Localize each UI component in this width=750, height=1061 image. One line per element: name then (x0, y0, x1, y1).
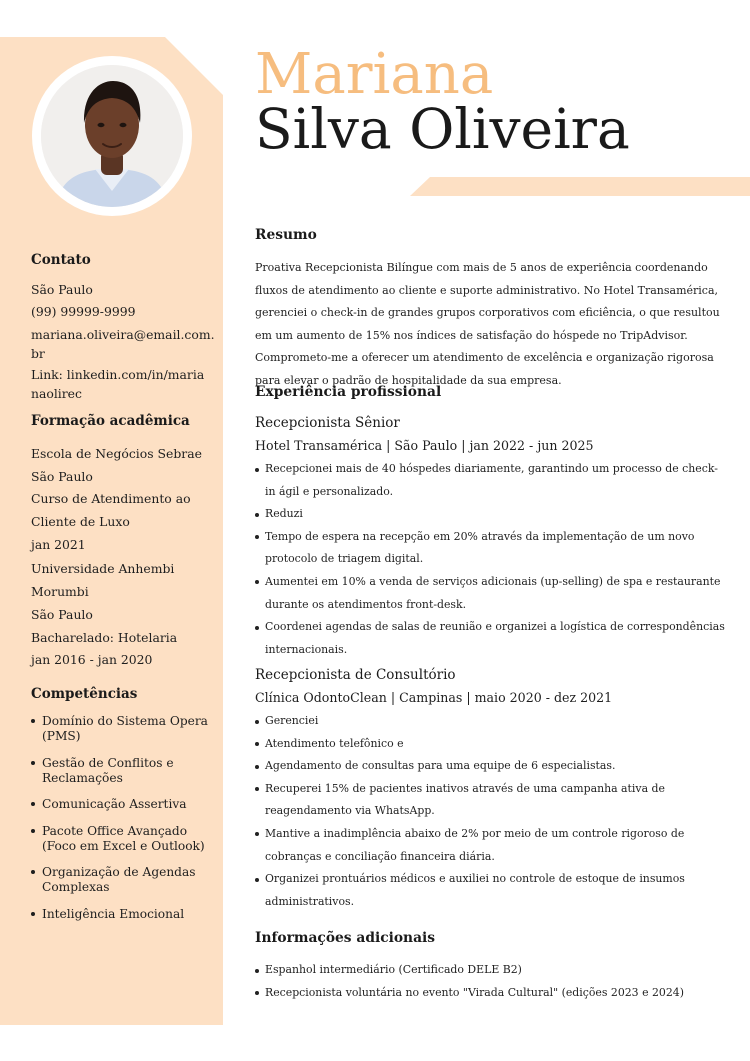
education-line: Bacharelado: Hotelaria (31, 630, 178, 645)
skill-item: Gestão de Conflitos e Reclamações (31, 756, 211, 786)
skill-item: Comunicação Assertiva (31, 797, 211, 812)
profile-photo-icon (41, 65, 183, 207)
job-bullet: Reduzi (255, 503, 725, 526)
job-bullet: Mantive a inadimplência abaixo de 2% por meio de um controle rigoroso de cobranças e conciliação financeira diária. (255, 823, 725, 868)
job-bullet: Coordenei agendas de salas de reunião e organizei a logística de correspondências internacionais. (255, 616, 725, 661)
job-bullets (255, 710, 725, 913)
summary-text: Proativa Recepcionista Bilíngue com mais de 5 anos de experiência coordenando fluxos de atendimento ao cliente e suporte administrativo. No Hotel Transamérica, gerenciei o check-in de grandes grupos corporativos com eficiência, o que resultou em um aumento de 15% nos índices de satisfação do hóspede no TripAdvisor. Comprometo-me a oferecer um atendimento de excelência e organização rigorosa para elevar o padrão de hospitalidade da sua empresa. (255, 261, 720, 387)
skill-item: Organização de Agendas Complexas (31, 865, 211, 895)
skills-list (31, 714, 211, 933)
additional-heading: Informações adicionais (255, 930, 436, 946)
job-bullet: Recuperei 15% de pacientes inativos através de uma campanha ativa de reagendamento via WhatsApp. (255, 778, 725, 823)
additional-item: Espanhol intermediário (Certificado DELE B2) (255, 959, 725, 982)
contact-link-line1: Link: linkedin.com/in/maria (31, 367, 205, 382)
job-bullet: Aumentei em 10% a venda de serviços adicionais (up-selling) de spa e restaurante durante os atendimentos front-desk. (255, 571, 725, 616)
education-line: Universidade Anhembi (31, 561, 175, 576)
contact-city: São Paulo (31, 282, 93, 297)
job-bullet: Tempo de espera na recepção em 20% através da implementação de um novo protocolo de triagem digital. (255, 526, 725, 571)
education-heading: Formação acadêmica (31, 413, 190, 429)
skill-item: Domínio do Sistema Opera (PMS) (31, 714, 211, 744)
contact-email[interactable] (31, 325, 215, 363)
job-bullet: Gerenciei (255, 710, 725, 733)
contact-email-line2: br (31, 346, 45, 361)
education-line: Cliente de Luxo (31, 514, 130, 529)
education-line: Morumbi (31, 584, 89, 599)
skills-heading: Competências (31, 686, 138, 702)
additional-item: Recepcionista voluntária no evento "Virada Cultural" (edições 2023 e 2024) (255, 982, 725, 1005)
profile-photo (41, 65, 183, 207)
experience-heading: Experiência profissional (255, 384, 442, 400)
job-title: Recepcionista Sênior (255, 415, 400, 431)
contact-heading: Contato (31, 252, 91, 268)
contact-link-line2: naolirec (31, 386, 82, 401)
contact-link[interactable] (31, 365, 204, 403)
skill-item: Pacote Office Avançado (Foco em Excel e Outlook) (31, 824, 211, 854)
summary-heading: Resumo (255, 227, 317, 243)
job-bullet: Recepcionei mais de 40 hóspedes diariamente, garantindo um processo de check-in ágil e personalizado. (255, 458, 725, 503)
contact-phone: (99) 99999-9999 (31, 304, 136, 319)
job-title: Recepcionista de Consultório (255, 667, 456, 683)
education-line: São Paulo (31, 469, 93, 484)
education-line: jan 2021 (31, 537, 86, 552)
job-bullet: Organizei prontuários médicos e auxiliei no controle de estoque de insumos administrativos. (255, 868, 725, 913)
last-name: Silva Oliveira (255, 97, 630, 161)
education-line: Escola de Negócios Sebrae (31, 446, 202, 461)
education-line: jan 2016 - jan 2020 (31, 652, 153, 667)
skill-item: Inteligência Emocional (31, 907, 211, 922)
additional-list (255, 959, 725, 1004)
job-meta: Hotel Transamérica | São Paulo | jan 2022 - jun 2025 (255, 438, 594, 453)
header-accent-bar (410, 177, 750, 196)
job-meta: Clínica OdontoClean | Campinas | maio 2020 - dez 2021 (255, 690, 613, 705)
job-bullets (255, 458, 725, 661)
education-line: Curso de Atendimento ao (31, 491, 191, 506)
education-line: São Paulo (31, 607, 93, 622)
first-name: Mariana (255, 42, 494, 107)
job-bullet: Agendamento de consultas para uma equipe de 6 especialistas. (255, 755, 725, 778)
contact-email-line1: mariana.oliveira@email.com. (31, 327, 215, 342)
job-bullet: Atendimento telefônico e (255, 733, 725, 756)
